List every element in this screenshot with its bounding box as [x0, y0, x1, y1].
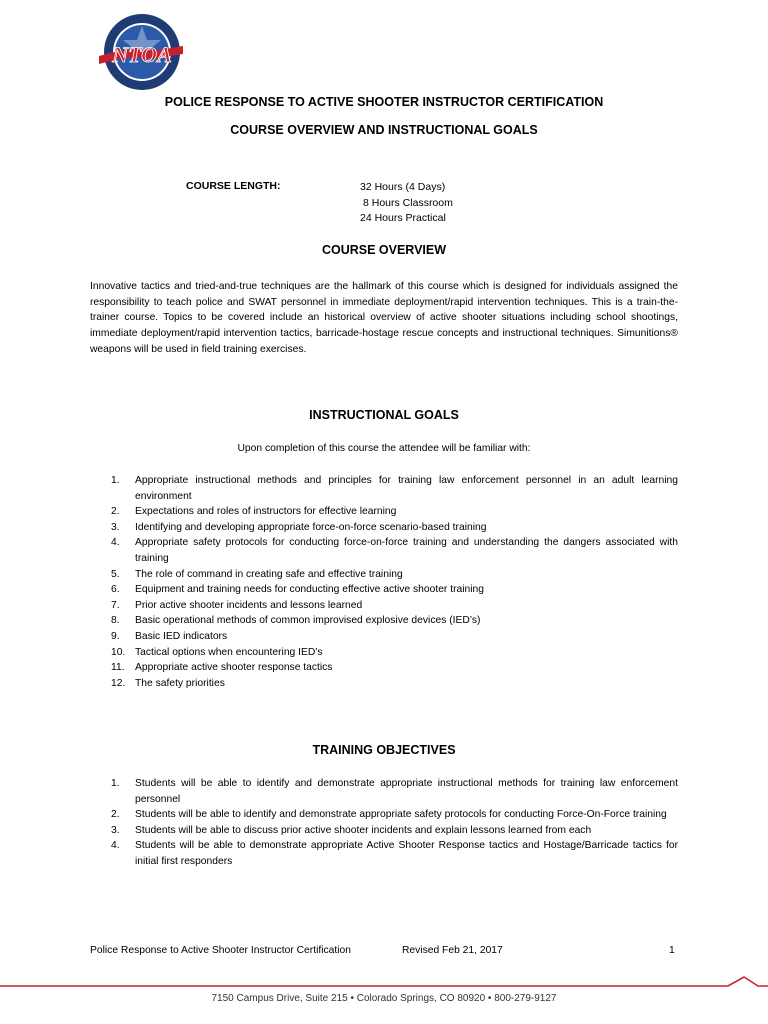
list-item: 4. Appropriate safety protocols for conducting force-on-force training and understanding the dangers associated with training: [111, 537, 678, 564]
list-item: 6. Equipment and training needs for conducting effective active shooter training: [111, 584, 484, 596]
course-length-total: 32 Hours (4 Days): [360, 181, 446, 193]
course-length-practical: 24 Hours Practical: [360, 212, 446, 224]
footer-divider: [0, 968, 768, 990]
overview-paragraph: Innovative tactics and tried-and-true techniques are the hallmark of this course which is designed for individuals assigned the responsibility to teach police and SWAT personnel in immediate deployment/rapid intervention techniques. This is a train-the-trainer course. Topics to be covered include an historical overview of active shooter situations including school shootings, immediate deployment/rapid intervention tactics, barricade-hostage rescue concepts and instructional techniques. Simunitions® weapons will be used in field training exercises.: [90, 281, 678, 355]
list-item: 10. Tactical options when encountering IED’s: [111, 646, 323, 658]
footer-address: 7150 Campus Drive, Suite 215 • Colorado Springs, CO 80920 • 800-279-9127: [211, 993, 557, 1004]
ntoa-logo: [97, 12, 183, 94]
list-item: 5. The role of command in creating safe and effective training: [111, 568, 403, 580]
list-item: 8. Basic operational methods of common improvised explosive devices (IED’s): [111, 615, 481, 627]
footer-document-title: Police Response to Active Shooter Instructor Certification: [90, 945, 351, 956]
goals-heading: INSTRUCTIONAL GOALS: [309, 408, 459, 422]
objectives-list: [90, 776, 678, 870]
list-item: 12. The safety priorities: [111, 677, 225, 689]
objectives-heading: TRAINING OBJECTIVES: [312, 743, 456, 757]
goals-list: [90, 473, 678, 691]
logo-text: NTOA: [112, 42, 172, 67]
goals-intro: Upon completion of this course the attendee will be familiar with:: [237, 443, 531, 454]
page-number: 1: [669, 945, 675, 956]
document-subtitle: COURSE OVERVIEW AND INSTRUCTIONAL GOALS: [230, 123, 538, 137]
document-title: POLICE RESPONSE TO ACTIVE SHOOTER INSTRUCTOR CERTIFICATION: [164, 95, 604, 109]
list-item: 9. Basic IED indicators: [111, 630, 228, 642]
list-item: 11. Appropriate active shooter response tactics: [111, 662, 333, 674]
list-item: 1. Students will be able to identify and demonstrate appropriate instructional methods for training law enforcement personnel: [111, 778, 678, 805]
list-item: 2. Expectations and roles of instructors for effective learning: [111, 506, 397, 518]
list-item: 2. Students will be able to identify and demonstrate appropriate safety protocols for conducting Force-On-Force training: [111, 809, 667, 821]
course-length-classroom: 8 Hours Classroom: [363, 196, 453, 209]
course-length-values: [360, 180, 453, 227]
course-length-label: COURSE LENGTH:: [186, 180, 281, 192]
list-item: 4. Students will be able to demonstrate appropriate Active Shooter Response tactics and Hostage/Barricade tactics for initial first responders: [111, 840, 678, 867]
list-item: 3. Identifying and developing appropriate force-on-force scenario-based training: [111, 521, 487, 533]
list-item: 1. Appropriate instructional methods and principles for training law enforcement personnel in an adult learning environment: [111, 475, 678, 502]
list-item: 7. Prior active shooter incidents and lessons learned: [111, 599, 363, 611]
overview-heading: COURSE OVERVIEW: [321, 243, 447, 257]
list-item: 3. Students will be able to discuss prior active shooter incidents and explain lessons learned from each: [111, 824, 592, 836]
footer-revised-date: Revised Feb 21, 2017: [402, 945, 503, 956]
